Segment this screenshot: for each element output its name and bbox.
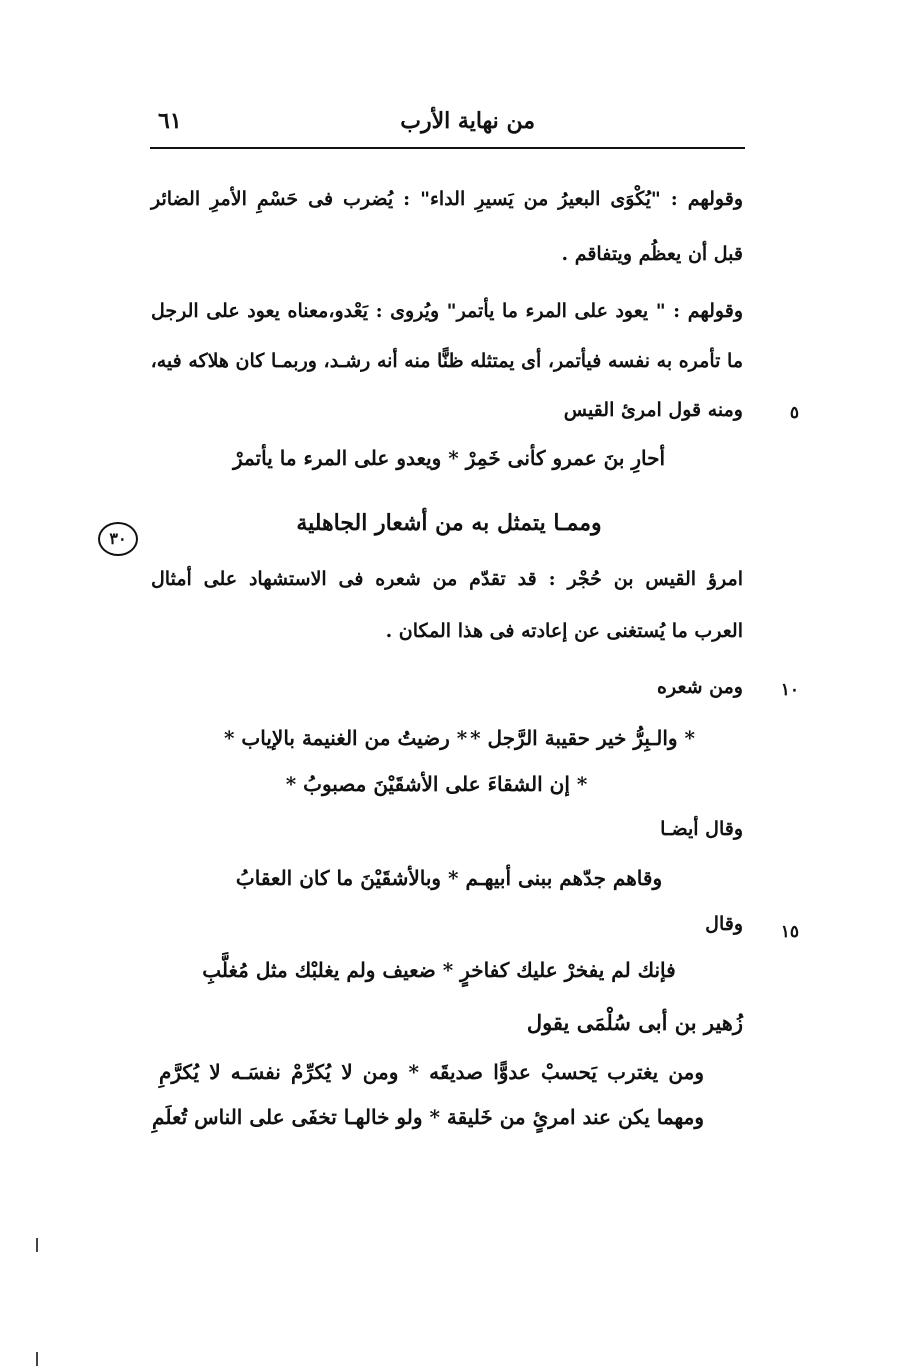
page-header [150, 108, 745, 148]
section-heading: وممـا يتمثل به من أشعار الجاهلية [296, 510, 602, 536]
running-title: من نهاية الأرب [400, 108, 535, 134]
page-number: ٦١ [158, 108, 182, 134]
paragraph-7-line-1: زُهير بن أبى سُلْمَى يقول [526, 1010, 743, 1035]
line-number-5: ٥ [789, 403, 799, 423]
paragraph-5-line-1: وقال أيضـا [660, 818, 743, 840]
verse-2-second-hemistich: * رضيتُ من الغنيمة بالإياب * [224, 726, 468, 750]
header-rule [150, 147, 745, 149]
paragraph-2-line-1: وقولهم : " يعود على المرء ما يأتمر" ويُروى : يَعْدو،معناه يعود على الرجل [151, 300, 743, 322]
paragraph-2-line-2: ما تأمره به نفسه فيأتمر، أى يمتثله ظنًّا منه أنه رشـد، وربمـا كان هلاكه فيه، [150, 350, 743, 372]
line-number-10: ١٠ [780, 680, 799, 700]
paragraph-1-line-2: قبل أن يعظُم ويتفاقم . [561, 243, 743, 265]
margin-note: ٣٠ [98, 522, 138, 556]
verse-6: ومن يغترب يَحسبْ عدوًّا صديقَه * ومن لا يُكرِّمْ نفسَـه لا يُكرَّمِ [159, 1060, 704, 1084]
scan-speck [36, 1238, 38, 1252]
verse-1: أحارِ بنَ عمرو كأنى خَمِرْ * ويعدو على المرء ما يأتمرْ [232, 446, 666, 470]
verse-7: ومهما يكن عند امرئٍ من خَليقة * ولو خالهـا تخفَى على الناس تُعلَمِ [152, 1105, 704, 1129]
paragraph-4-line-1: ومن شعره [657, 676, 743, 698]
verse-5: فإنك لم يفخرْ عليك كفاخرٍ * ضعيف ولم يغلبْك مثل مُغلَّبِ [202, 958, 676, 982]
paragraph-2-line-3: ومنه قول امرئ القيس [563, 399, 743, 421]
paragraph-3-line-2: العرب ما يُستغنى عن إعادته فى هذا المكان . [385, 620, 743, 642]
verse-2-first-hemistich: * والـبِرُّ خير حقيبة الرَّجل * [470, 726, 695, 750]
line-number-15: ١٥ [780, 922, 799, 942]
verse-3: * إن الشقاءَ على الأشقَيْنَ مصبوبُ * [285, 772, 588, 796]
verse-4: وقاهم جدّهم ببنى أبيهـم * وبالأشقَيْنَ ما كان العقابُ [235, 866, 663, 890]
scan-speck [36, 1352, 38, 1366]
paragraph-1-line-1: وقولهم : "يُكْوَى البعيرُ من يَسيرِ الداء" : يُضرب فى حَسْمِ الأمرِ الضائر [151, 188, 743, 210]
paragraph-6-line-1: وقال [705, 913, 743, 935]
paragraph-3-line-1: امرؤ القيس بن حُجْر : قد تقدّم من شعره فى الاستشهاد على أمثال [151, 568, 743, 590]
